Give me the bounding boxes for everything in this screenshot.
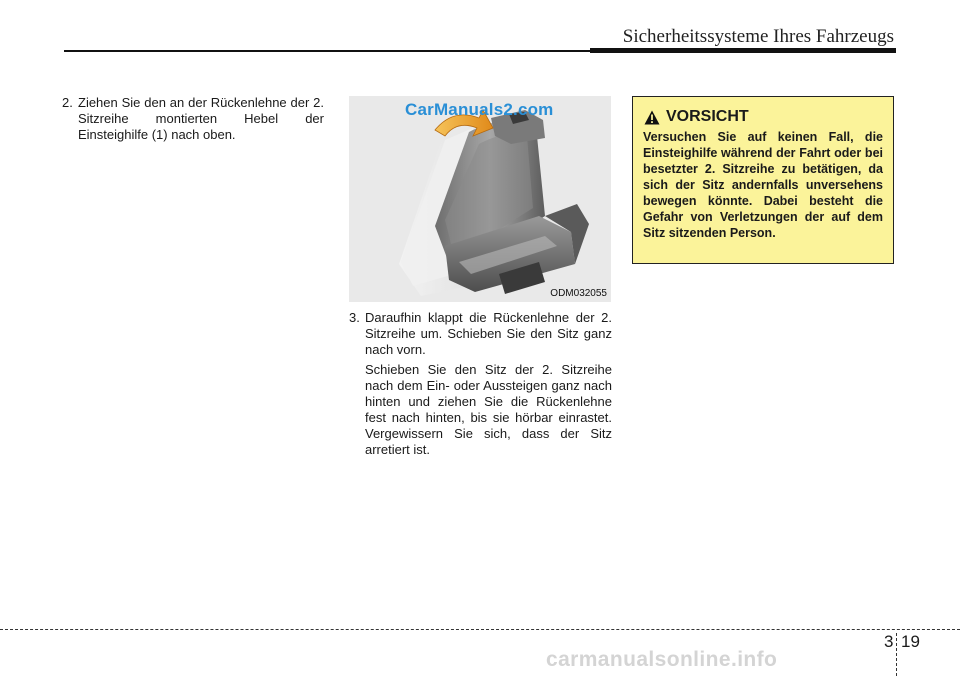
step-3-number: 3.: [349, 310, 360, 325]
figure-code: ODM032055: [550, 288, 607, 299]
caution-box: [632, 96, 894, 264]
figure-watermark: CarManuals2.com: [405, 100, 554, 119]
step-3: [349, 310, 612, 358]
caution-header: [644, 108, 893, 126]
header-rule-accent: [590, 48, 896, 53]
seat-drawing: [349, 96, 611, 302]
step-2: [62, 95, 324, 143]
step-3-extra: Schieben Sie den Sitz der 2. Sitzreihe nach dem Ein- oder Aussteigen ganz nach hinten und ziehen Sie die Rückenlehne fest nach hinten, bis sie hörbar einrastet. Vergewissern Sie sich, dass der Sitz arretiert ist.: [365, 362, 612, 457]
warning-triangle-icon: [644, 110, 660, 125]
caution-title: VORSICHT: [666, 108, 749, 125]
caution-text: Versuchen Sie auf keinen Fall, die Einsteighilfe während der Fahrt oder bei besetzter 2. Sitzreihe zu betätigen, da sich der Sitz andernfalls unversehens bewegen könnte. Dabei besteht die Gefahr von Verletzungen der auf dem Sitz sitzenden Person.: [643, 130, 883, 240]
step-2-column: [62, 95, 324, 143]
step-2-number: 2.: [62, 95, 73, 110]
step-3-text: Daraufhin klappt die Rückenlehne der 2. Sitzreihe um. Schieben Sie den Sitz ganz nach vorn.: [365, 310, 612, 357]
header-title: Sicherheitssysteme Ihres Fahrzeugs: [622, 26, 894, 47]
footer-rule: [0, 629, 960, 630]
seat-illustration: [349, 96, 611, 302]
page-divider: [896, 633, 897, 676]
step-2-text: Ziehen Sie den an der Rückenlehne der 2. Sitzreihe montierten Hebel der Einsteighilfe (1) nach oben.: [78, 95, 324, 142]
page-number: 19: [901, 632, 920, 651]
step-3-column: [349, 310, 612, 458]
chapter-number: 3: [884, 632, 894, 651]
site-watermark: carmanualsonline.info: [546, 648, 778, 671]
